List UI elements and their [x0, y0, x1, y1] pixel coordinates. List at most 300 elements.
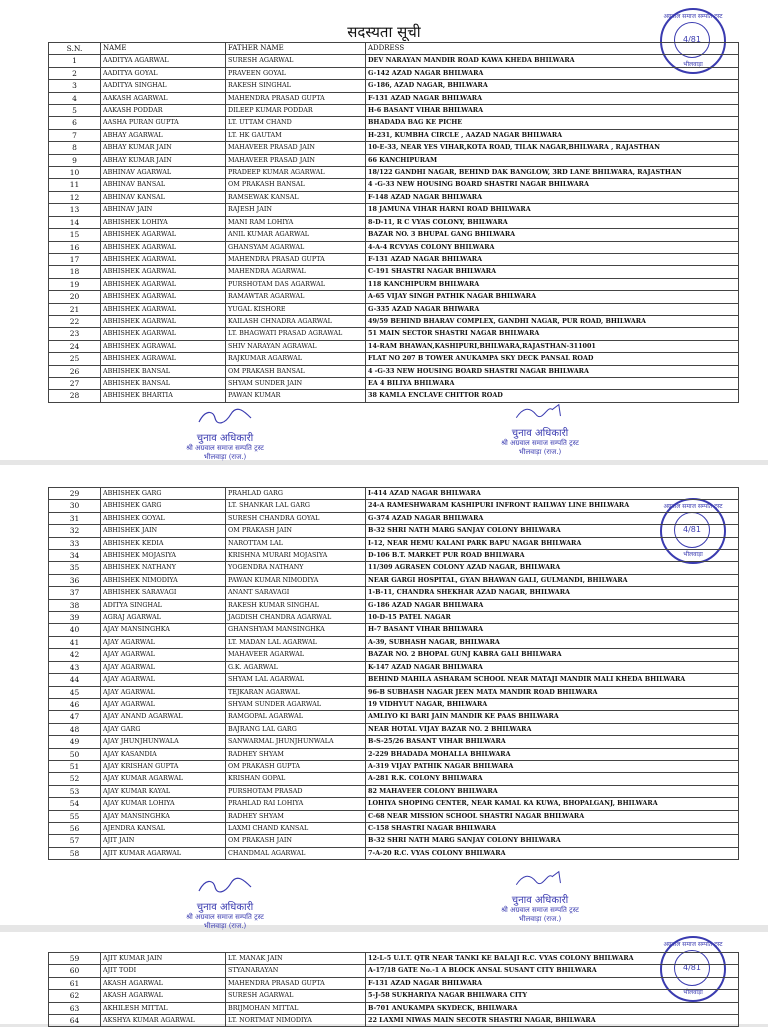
row-address: 4 -G-33 NEW HOUSING BOARD SHASTRI NAGAR BHILWARA [366, 365, 739, 377]
row-father-name: RADHEY SHYAM [226, 748, 366, 760]
table-row [49, 117, 739, 129]
row-sn: 35 [49, 562, 101, 574]
row-father-name: LT. NORTMAT NIMODIYA [226, 1015, 366, 1027]
row-father-name: LT. MANAK JAIN [226, 953, 366, 965]
row-name: AJIT JAIN [101, 835, 226, 847]
row-address: 18 JAMUNA VIHAR HARNI ROAD BHILWARA [366, 204, 739, 216]
signature-title: चुनाव अधिकारी [196, 433, 254, 444]
row-father-name: LT. BHAGWATI PRASAD AGRAWAL [226, 328, 366, 340]
row-father-name: SHYAM SUNDER AGARWAL [226, 698, 366, 710]
row-address: BEHIND MAHILA ASHARAM SCHOOL NEAR MATAJI MANDIR MALI KHEDA BHILWARA [366, 674, 739, 686]
table-row [49, 512, 739, 524]
signature-place: भीलवाड़ा (राज.) [203, 922, 247, 930]
row-address: H-231, KUMBHA CIRCLE , AAZAD NAGAR BHILWARA [366, 129, 739, 141]
row-name: AKASH AGARWAL [101, 977, 226, 989]
row-name: ABHISHEK AGARWAL [101, 278, 226, 290]
row-address: 24-A RAMESHWARAM KASHIPURI INFRONT RAILWAY LINE BHILWARA [366, 500, 739, 512]
table-row [49, 525, 739, 537]
row-name: AJAY MANSINGHKA [101, 810, 226, 822]
row-address: B-S-25/26 BASANT VIHAR BHILWARA [366, 736, 739, 748]
row-name: ABHISHEK AGARWAL [101, 303, 226, 315]
row-address: 11/309 AGRASEN COLONY AZAD NAGAR, BHILWARA [366, 562, 739, 574]
table-row [49, 154, 739, 166]
page-title: सदस्यता सूची [347, 23, 421, 41]
row-sn: 63 [49, 1002, 101, 1014]
row-name: ABHISHEK AGARWAL [101, 291, 226, 303]
seal-number: 4/81 [683, 35, 701, 44]
row-sn: 42 [49, 649, 101, 661]
row-name: ABHISHEK AGARWAL [101, 315, 226, 327]
row-father-name: SURESH CHANDRA GOYAL [226, 512, 366, 524]
table-row [49, 686, 739, 698]
table-row [49, 587, 739, 599]
table-row [49, 550, 739, 562]
row-name: AAKASH PODDAR [101, 105, 226, 117]
row-sn: 46 [49, 698, 101, 710]
row-sn: 3 [49, 80, 101, 92]
row-sn: 57 [49, 835, 101, 847]
row-address: G-335 AZAD NAGAR BHIWARA [366, 303, 739, 315]
row-father-name: MAHAVEER AGARWAL [226, 649, 366, 661]
signature-org: श्री अग्रवाल समाज सम्पति ट्रस्ट [186, 444, 264, 452]
row-sn: 15 [49, 229, 101, 241]
row-name: ABHISHEK BANSAL [101, 365, 226, 377]
header-address: ADDRESS [366, 43, 739, 55]
row-address: 10-E-33, NEAR YES VIHAR,KOTA ROAD, TILAK NAGAR,BHILWARA , RAJASTHAN [366, 142, 739, 154]
signature-org: श्री अग्रवाल समाज सम्पति ट्रस्ट [501, 906, 579, 914]
row-sn: 44 [49, 674, 101, 686]
table-row [49, 390, 739, 402]
table-row [49, 562, 739, 574]
row-name: ADITYA SINGHAL [101, 599, 226, 611]
handwritten-signature-icon [505, 870, 575, 888]
row-name: ABHINAV BANSAL [101, 179, 226, 191]
row-name: ABHISHEK JAIN [101, 525, 226, 537]
row-sn: 38 [49, 599, 101, 611]
row-sn: 34 [49, 550, 101, 562]
row-sn: 43 [49, 661, 101, 673]
row-sn: 30 [49, 500, 101, 512]
row-father-name: PRAVEEN GOYAL [226, 67, 366, 79]
row-address: 10-D-15 PATEL NAGAR [366, 612, 739, 624]
row-sn: 32 [49, 525, 101, 537]
row-sn: 8 [49, 142, 101, 154]
row-sn: 13 [49, 204, 101, 216]
row-address: 18/122 GANDHI NAGAR, BEHIND DAK BANGLOW, 3RD LANE BHILWARA, RAJASTHAN [366, 167, 739, 179]
row-father-name: OM PRAKASH BANSAL [226, 179, 366, 191]
row-sn: 56 [49, 822, 101, 834]
table-row [49, 129, 739, 141]
row-address: 38 KAMLA ENCLAVE CHITTOR ROAD [366, 390, 739, 402]
row-father-name: PAWAN KUMAR [226, 390, 366, 402]
row-name: ABHISHEK AGRAWAL [101, 340, 226, 352]
table-row [49, 760, 739, 772]
row-address: 22 LAXMI NIWAS MAIN SECOTR SHASTRI NAGAR, BHILWARA [366, 1015, 739, 1027]
row-sn: 10 [49, 167, 101, 179]
row-father-name: RAMSEWAK KANSAL [226, 191, 366, 203]
header-name: NAME [101, 43, 226, 55]
row-address: C-158 SHASTRI NAGAR BHILWARA [366, 822, 739, 834]
row-sn: 19 [49, 278, 101, 290]
table-row [49, 847, 739, 859]
table-row [49, 965, 739, 977]
row-name: AKSHYA KUMAR AGARWAL [101, 1015, 226, 1027]
row-sn: 16 [49, 241, 101, 253]
table-row [49, 1002, 739, 1014]
handwritten-signature-icon [195, 877, 255, 895]
member-table-page-1 [48, 42, 739, 403]
row-father-name: SHYAM LAL AGARWAL [226, 674, 366, 686]
row-sn: 20 [49, 291, 101, 303]
row-sn: 25 [49, 353, 101, 365]
row-father-name: SHIV NARAYAN AGRAWAL [226, 340, 366, 352]
row-name: AJAY AGARWAL [101, 686, 226, 698]
row-father-name: YOGENDRA NATHANY [226, 562, 366, 574]
row-sn: 45 [49, 686, 101, 698]
row-father-name: OM PRAKASH JAIN [226, 835, 366, 847]
signature-place: भीलवाड़ा (राज.) [518, 448, 562, 456]
row-address: BAZAR NO. 2 BHOPAL GUNJ KABRA GALI BHILWARA [366, 649, 739, 661]
row-address: F-131 AZAD NAGAR BHILWARA [366, 92, 739, 104]
member-table-page-2 [48, 487, 739, 860]
election-officer-signature-right [465, 870, 615, 924]
table-body [49, 953, 739, 1027]
row-father-name: PAWAN KUMAR NIMODIYA [226, 574, 366, 586]
row-name: AJIT KUMAR AGARWAL [101, 847, 226, 859]
row-father-name: SHYAM SUNDER JAIN [226, 377, 366, 389]
table-row [49, 500, 739, 512]
row-address: 66 KANCHIPURAM [366, 154, 739, 166]
row-father-name: MAHENDRA PRASAD GUPTA [226, 977, 366, 989]
row-address: A-39, SUBHASH NAGAR, BHILWARA [366, 636, 739, 648]
table-row [49, 698, 739, 710]
row-address: 5-J-58 SUKHARIYA NAGAR BHILWARA CITY [366, 990, 739, 1002]
row-sn: 60 [49, 965, 101, 977]
row-father-name: LT. HK GAUTAM [226, 129, 366, 141]
table-row [49, 291, 739, 303]
table-row [49, 723, 739, 735]
signature-place: भीलवाड़ा (राज.) [203, 453, 247, 461]
row-father-name: RAKESH KUMAR SINGHAL [226, 599, 366, 611]
row-sn: 54 [49, 798, 101, 810]
row-sn: 53 [49, 785, 101, 797]
row-sn: 61 [49, 977, 101, 989]
table-row [49, 1015, 739, 1027]
row-father-name: PRAHLAD GARG [226, 488, 366, 500]
row-name: AKASH AGARWAL [101, 990, 226, 1002]
row-sn: 11 [49, 179, 101, 191]
row-name: AJIT KUMAR JAIN [101, 953, 226, 965]
row-name: ABHISHEK AGRAWAL [101, 353, 226, 365]
row-name: AADITYA SINGHAL [101, 80, 226, 92]
row-address: C-191 SHASTRI NAGAR BHILWARA [366, 266, 739, 278]
table-row [49, 488, 739, 500]
seal-top-text: अग्रवाल समाज सम्पति ट्रस्ट [663, 503, 723, 510]
row-sn: 49 [49, 736, 101, 748]
row-address: C-68 NEAR MISSION SCHOOL SHASTRI NAGAR BHILWARA [366, 810, 739, 822]
table-body [49, 488, 739, 860]
table-row [49, 105, 739, 117]
row-sn: 47 [49, 711, 101, 723]
row-name: ABHISHEK NIMODIYA [101, 574, 226, 586]
row-address: D-106 B.T. MARKET PUR ROAD BHILWARA [366, 550, 739, 562]
row-father-name: GHANSYAM AGARWAL [226, 241, 366, 253]
row-sn: 31 [49, 512, 101, 524]
row-name: AAKASH AGARWAL [101, 92, 226, 104]
row-father-name: OM PRAKASH GUPTA [226, 760, 366, 772]
row-father-name: RAMAWTAR AGARWAL [226, 291, 366, 303]
row-name: AJAY MANSINGHKA [101, 624, 226, 636]
row-sn: 7 [49, 129, 101, 141]
table-row [49, 574, 739, 586]
row-address: G-186 AZAD NAGAR BHILWARA [366, 599, 739, 611]
row-sn: 1 [49, 55, 101, 67]
row-father-name: GHANSHYAM MANSINGHKA [226, 624, 366, 636]
row-address: EA 4 BILIYA BHILWARA [366, 377, 739, 389]
header-father-name: FATHER NAME [226, 43, 366, 55]
table-row [49, 353, 739, 365]
row-name: ABHISHEK KEDIA [101, 537, 226, 549]
row-name: ABHISHEK BANSAL [101, 377, 226, 389]
row-address: 7-A-20 R.C. VYAS COLONY BHILWARA [366, 847, 739, 859]
row-address: I-12, NEAR HEMU KALANI PARK BAPU NAGAR BHILWARA [366, 537, 739, 549]
row-address: A-281 R.K. COLONY BHILWARA [366, 773, 739, 785]
row-name: AJAY AGARWAL [101, 649, 226, 661]
row-address: 82 MAHAVEER COLONY BHILWARA [366, 785, 739, 797]
table-row [49, 377, 739, 389]
row-name: AJAY GARG [101, 723, 226, 735]
row-father-name: KAILASH CHNADRA AGARWAL [226, 315, 366, 327]
row-name: AJENDRA KANSAL [101, 822, 226, 834]
row-name: ABHISHEK AGARWAL [101, 241, 226, 253]
election-officer-signature-left [150, 877, 300, 931]
table-row [49, 624, 739, 636]
row-sn: 24 [49, 340, 101, 352]
row-name: ABHISHEK AGARWAL [101, 328, 226, 340]
seal-top-text: अग्रवाल समाज सम्पति ट्रस्ट [663, 941, 723, 948]
table-row [49, 798, 739, 810]
row-address: NEAR GARGI HOSPITAL, GYAN BHAWAN GALI, GULMANDI, BHILWARA [366, 574, 739, 586]
table-header-row [49, 43, 739, 55]
row-name: AJAY KUMAR AGARWAL [101, 773, 226, 785]
row-name: AJAY AGARWAL [101, 698, 226, 710]
row-sn: 48 [49, 723, 101, 735]
row-address: 51 MAIN SECTOR SHASTRI NAGAR BHILWARA [366, 328, 739, 340]
row-father-name: STYANARAYAN [226, 965, 366, 977]
table-body [49, 55, 739, 402]
row-father-name: MAHAVEER PRASAD JAIN [226, 142, 366, 154]
row-father-name: MAHENDRA PRASAD GUPTA [226, 92, 366, 104]
row-address: B-32 SHRI NATH MARG SANJAY COLONY BHILWARA [366, 525, 739, 537]
row-address: 4 -G-33 NEW HOUSING BOARD SHASTRI NAGAR BHILWARA [366, 179, 739, 191]
row-sn: 28 [49, 390, 101, 402]
row-address: I-414 AZAD NAGAR BHILWARA [366, 488, 739, 500]
row-father-name: PURSHOTAM PRASAD [226, 785, 366, 797]
row-father-name: PRAHLAD RAI LOHIYA [226, 798, 366, 810]
table-row [49, 636, 739, 648]
row-father-name: TEJKARAN AGARWAL [226, 686, 366, 698]
row-sn: 23 [49, 328, 101, 340]
row-address: G-186, AZAD NAGAR, BHILWARA [366, 80, 739, 92]
row-name: ABHISHEK NATHANY [101, 562, 226, 574]
row-sn: 4 [49, 92, 101, 104]
row-address: F-131 AZAD NAGAR BHILWARA [366, 977, 739, 989]
row-name: ABHINAV AGARWAL [101, 167, 226, 179]
row-father-name: RADHEY SHYAM [226, 810, 366, 822]
seal-number: 4/81 [683, 963, 701, 972]
row-sn: 27 [49, 377, 101, 389]
row-name: ABHISHEK SARAVAGI [101, 587, 226, 599]
row-address: A-65 VIJAY SINGH PATHIK NAGAR BHILWARA [366, 291, 739, 303]
row-father-name: SURESH AGARWAL [226, 990, 366, 1002]
row-sn: 64 [49, 1015, 101, 1027]
row-sn: 55 [49, 810, 101, 822]
row-sn: 62 [49, 990, 101, 1002]
row-father-name: SANWARMAL JHUNJHUNWALA [226, 736, 366, 748]
table-row [49, 674, 739, 686]
row-address: NEAR HOTAL VIJAY BAZAR NO. 2 BHILWARA [366, 723, 739, 735]
row-name: ABHAY AGARWAL [101, 129, 226, 141]
row-address: LOHIYA SHOPING CENTER, NEAR KAMAL KA KUWA, BHOPALGANJ, BHILWARA [366, 798, 739, 810]
row-father-name: ANIL KUMAR AGARWAL [226, 229, 366, 241]
row-father-name: MAHAVEER PRASAD JAIN [226, 154, 366, 166]
table-row [49, 253, 739, 265]
table-row [49, 822, 739, 834]
row-address: 19 VIDHYUT NAGAR, BHILWARA [366, 698, 739, 710]
row-father-name: RAJESH JAIN [226, 204, 366, 216]
row-address: F-148 AZAD NAGAR BHILWARA [366, 191, 739, 203]
row-name: AJIT TODI [101, 965, 226, 977]
row-address: 14-RAM BHAWAN,KASHIPURI,BHILWARA,RAJASTHAN-311001 [366, 340, 739, 352]
row-sn: 26 [49, 365, 101, 377]
row-name: AJAY KUMAR LOHIYA [101, 798, 226, 810]
row-sn: 37 [49, 587, 101, 599]
row-sn: 2 [49, 67, 101, 79]
row-name: ABHISHEK GOYAL [101, 512, 226, 524]
row-address: B-701 ANUKAMPA SKYDECK, BHILWARA [366, 1002, 739, 1014]
row-address: 4-A-4 RCVYAS COLONY BHILWARA [366, 241, 739, 253]
table-row [49, 204, 739, 216]
row-father-name: YUGAL KISHORE [226, 303, 366, 315]
row-father-name: MAHENDRA PRASAD GUPTA [226, 253, 366, 265]
table-row [49, 142, 739, 154]
row-sn: 59 [49, 953, 101, 965]
table-row [49, 748, 739, 760]
row-sn: 58 [49, 847, 101, 859]
signature-place: भीलवाड़ा (राज.) [518, 915, 562, 923]
handwritten-signature-icon [505, 403, 575, 421]
row-address: A-17/18 GATE No.-1 A BLOCK ANSAL SUSANT CITY BHILWARA [366, 965, 739, 977]
row-father-name: KRISHNA MURARI MOJASIYA [226, 550, 366, 562]
row-name: ABHINAV KANSAL [101, 191, 226, 203]
row-address: H-7 BASANT VIHAR BHILWARA [366, 624, 739, 636]
row-name: ABHISHEK MOJASIYA [101, 550, 226, 562]
table-row [49, 340, 739, 352]
table-row [49, 229, 739, 241]
row-address: B-32 SHRI NATH MARG SANJAY COLONY BHILWARA [366, 835, 739, 847]
table-row [49, 216, 739, 228]
row-father-name: G.K. AGARWAL [226, 661, 366, 673]
seal-bottom-text: भीलवाड़ा [683, 551, 703, 558]
row-sn: 6 [49, 117, 101, 129]
row-father-name: SURESH AGARWAL [226, 55, 366, 67]
table-row [49, 953, 739, 965]
row-name: ABHAY KUMAR JAIN [101, 154, 226, 166]
row-name: ABHISHEK LOHIYA [101, 216, 226, 228]
row-father-name: ANANT SARAVAGI [226, 587, 366, 599]
row-name: AJAY AGARWAL [101, 674, 226, 686]
table-row [49, 191, 739, 203]
row-sn: 51 [49, 760, 101, 772]
row-address: BAZAR NO. 3 BHUPAL GANG BHILWARA [366, 229, 739, 241]
row-name: ABHISHEK AGARWAL [101, 229, 226, 241]
row-sn: 52 [49, 773, 101, 785]
row-address: FLAT NO 207 B TOWER ANUKAMPA SKY DECK PANSAL ROAD [366, 353, 739, 365]
row-address: DEV NARAYAN MANDIR ROAD KAWA KHEDA BHILWARA [366, 55, 739, 67]
row-father-name: CHANDMAL AGARWAL [226, 847, 366, 859]
row-sn: 5 [49, 105, 101, 117]
row-name: AJAY KRISHAN GUPTA [101, 760, 226, 772]
row-sn: 50 [49, 748, 101, 760]
document-page-1 [0, 0, 768, 460]
row-sn: 40 [49, 624, 101, 636]
signature-title: चुनाव अधिकारी [196, 902, 254, 913]
row-sn: 22 [49, 315, 101, 327]
handwritten-signature-icon [195, 408, 255, 426]
table-row [49, 80, 739, 92]
row-sn: 41 [49, 636, 101, 648]
row-name: AJAY KUMAR KAYAL [101, 785, 226, 797]
table-row [49, 599, 739, 611]
row-name: ABHAY KUMAR JAIN [101, 142, 226, 154]
document-page-2 [0, 465, 768, 930]
row-address: 118 KANCHIPURM BHILWARA [366, 278, 739, 290]
row-sn: 36 [49, 574, 101, 586]
election-officer-signature-left [150, 408, 300, 462]
table-row [49, 612, 739, 624]
seal-top-text: अग्रवाल समाज सम्पति ट्रस्ट [663, 13, 723, 20]
row-address: H-6 BASANT VIHAR BHILWARA [366, 105, 739, 117]
row-father-name: LT. SHANKAR LAL GARG [226, 500, 366, 512]
row-father-name: MAHENDRA AGARWAL [226, 266, 366, 278]
row-name: AADITYA GOYAL [101, 67, 226, 79]
table-row [49, 537, 739, 549]
row-address: 96-B SUBHASH NAGAR JEEN MATA MANDIR ROAD BHILWARA [366, 686, 739, 698]
row-name: AJAY AGARWAL [101, 661, 226, 673]
row-sn: 12 [49, 191, 101, 203]
row-father-name: LT. MADAN LAL AGARWAL [226, 636, 366, 648]
row-father-name: BRIJMOHAN MITTAL [226, 1002, 366, 1014]
row-name: AGRAJ AGARWAL [101, 612, 226, 624]
row-name: AJAY KASANDIA [101, 748, 226, 760]
document-page-3 [0, 932, 768, 1024]
row-sn: 18 [49, 266, 101, 278]
row-father-name: BAJRANG LAL GARG [226, 723, 366, 735]
row-address: A-319 VIJAY PATHIK NAGAR BHILWARA [366, 760, 739, 772]
row-name: ABHISHEK AGARWAL [101, 253, 226, 265]
table-row [49, 328, 739, 340]
table-row [49, 711, 739, 723]
table-row [49, 167, 739, 179]
seal-bottom-text: भीलवाड़ा [683, 61, 703, 68]
row-sn: 33 [49, 537, 101, 549]
row-address: BHADADA BAG KE PICHE [366, 117, 739, 129]
row-sn: 39 [49, 612, 101, 624]
header-sn: S.N. [49, 43, 101, 55]
row-sn: 14 [49, 216, 101, 228]
row-address: 12-L-5 U.I.T. QTR NEAR TANKI KE BALAJI R.C. VYAS COLONY BHILWARA [366, 953, 739, 965]
election-officer-signature-right [465, 403, 615, 457]
